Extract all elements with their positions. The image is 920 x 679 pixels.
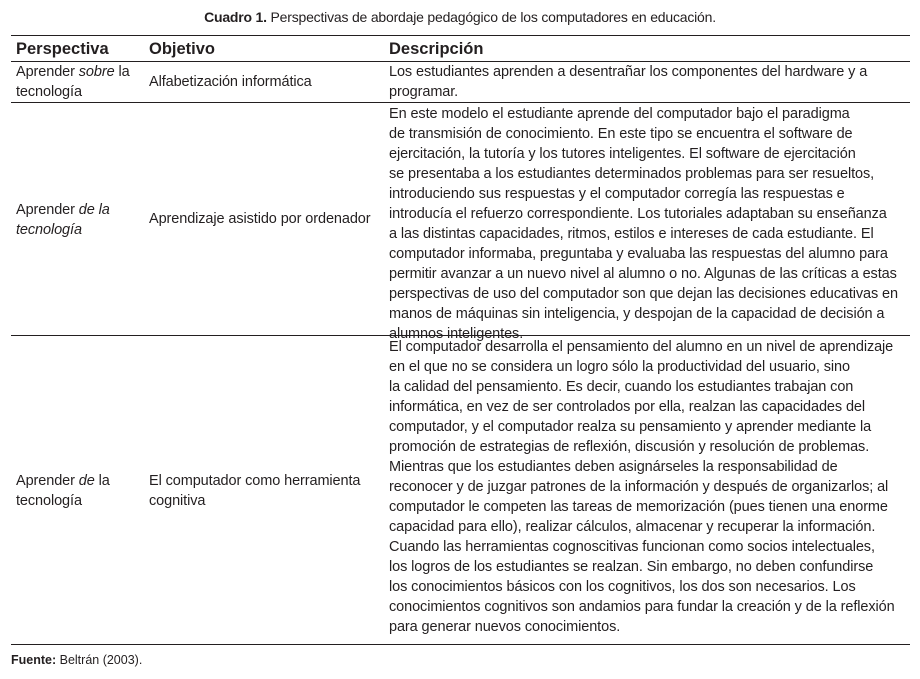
- description-line: la calidad del pensamiento. Es decir, cuando los estudiantes trabajan con: [389, 379, 854, 395]
- row-2-perspective: [16, 200, 141, 240]
- objective-line: El computador como herramienta: [149, 473, 361, 489]
- perspective-text: la: [94, 473, 110, 489]
- row-1-rule: [11, 102, 910, 103]
- objective-line: Alfabetización informática: [149, 74, 312, 90]
- row-3-perspective: [16, 471, 141, 511]
- description-line: ejercitación, la tutoría y los tutores inteligentes. El software de ejercitación: [389, 146, 856, 162]
- caption-text: Perspectivas de abordaje pedagógico de los computadores en educación.: [266, 9, 716, 25]
- description-line: manos de máquinas sin inteligencia, y despojan de la capacidad de decisión a: [389, 306, 885, 322]
- description-line: Los estudiantes aprenden a desentrañar los componentes del hardware y a: [389, 64, 868, 80]
- description-line: en el que no se considera un logro sólo la productividad del usuario, sino: [389, 359, 850, 375]
- table-bottom-rule: [11, 644, 910, 645]
- perspective-line2: tecnología: [16, 84, 82, 100]
- header-objective: Objetivo: [149, 40, 216, 58]
- description-line: computador, y el computador realza su pensamiento y aprender mediante la: [389, 419, 872, 435]
- description-line: introduciendo sus respuestas y el computador corregía las respuestas e: [389, 186, 845, 202]
- table-caption: [0, 8, 920, 26]
- description-line: los conocimientos básicos con los cognitivos, los dos son necesarios. Los: [389, 579, 856, 595]
- source-note: [11, 652, 142, 668]
- row-3-objective: [149, 471, 384, 511]
- table-top-rule: [11, 35, 910, 36]
- description-line: permitir avanzar a un nuevo nivel al alumno o no. Algunas de las críticas a estas: [389, 266, 897, 282]
- description-line: de transmisión de conocimiento. En este tipo se encuentra el software de: [389, 126, 853, 142]
- description-line: computador informaba, preguntaba y evaluaba las respuestas del alumno para: [389, 246, 888, 262]
- description-line: El computador desarrolla el pensamiento del alumno en un nivel de aprendizaje: [389, 339, 894, 355]
- description-line: En este modelo el estudiante aprende del computador bajo el paradigma: [389, 106, 850, 122]
- objective-line: cognitiva: [149, 493, 206, 509]
- row-3-description: [389, 337, 909, 637]
- perspective-emphasis: de: [78, 473, 95, 489]
- row-1-description: [389, 62, 909, 102]
- description-line: informática, en vez de ser controlados por ella, realzan las capacidades del: [389, 399, 866, 415]
- header-description: Descripción: [389, 40, 484, 58]
- description-line: perspectivas de uso del computador son que dejan las decisiones educativas en: [389, 286, 898, 302]
- perspective-line2: tecnología: [16, 493, 82, 509]
- objective-line: Aprendizaje asistido por ordenador: [149, 211, 371, 227]
- perspective-text: Aprender: [16, 473, 79, 489]
- perspective-emphasis: de la: [78, 202, 110, 218]
- description-line: a las distintas capacidades, ritmos, estilos e intereses de cada estudiante. El: [389, 226, 874, 242]
- description-line: Cuando las herramientas cognoscitivas funcionan como socios intelectuales,: [389, 539, 875, 555]
- row-2-description: [389, 104, 909, 344]
- perspective-text: la: [114, 64, 130, 80]
- caption-label: Cuadro 1.: [204, 9, 267, 25]
- description-line: capacidad para ello), realizar cálculos, almacenar y recuperar la información.: [389, 519, 876, 535]
- description-line: conocimientos cognitivos son andamios para fundar la creación y de la reflexión: [389, 599, 895, 615]
- description-line: alumnos inteligentes.: [389, 326, 524, 342]
- description-line: reconocer y de juzgar patrones de la información y después de organizarlos; al: [389, 479, 889, 495]
- perspective-text: Aprender: [16, 64, 79, 80]
- perspective-text: Aprender: [16, 202, 79, 218]
- perspective-line2: tecnología: [16, 222, 82, 238]
- description-line: para generar nuevos conocimientos.: [389, 619, 621, 635]
- description-line: Mientras que los estudiantes deben asignárseles la responsabilidad de: [389, 459, 838, 475]
- source-label: Fuente:: [11, 653, 57, 667]
- source-text: Beltrán (2003).: [56, 653, 143, 667]
- row-1-objective: [149, 72, 384, 92]
- description-line: los logros de los estudiantes se realzan. Sin embargo, no deben confundirse: [389, 559, 874, 575]
- row-1-perspective: [16, 62, 141, 102]
- description-line: computador le competen las tareas de memorización (pues tienen una enorme: [389, 499, 888, 515]
- description-line: programar.: [389, 84, 459, 100]
- description-line: promoción de estrategias de reflexión, discusión y resolución de problemas.: [389, 439, 870, 455]
- header-perspective: Perspectiva: [16, 40, 109, 58]
- description-line: introducía el refuerzo correspondiente. Los tutoriales adaptaban su enseñanza: [389, 206, 887, 222]
- description-line: se presentaba a los estudiantes determinados problemas para ser resueltos,: [389, 166, 875, 182]
- row-2-objective: [149, 209, 384, 229]
- perspective-emphasis: sobre: [78, 64, 115, 80]
